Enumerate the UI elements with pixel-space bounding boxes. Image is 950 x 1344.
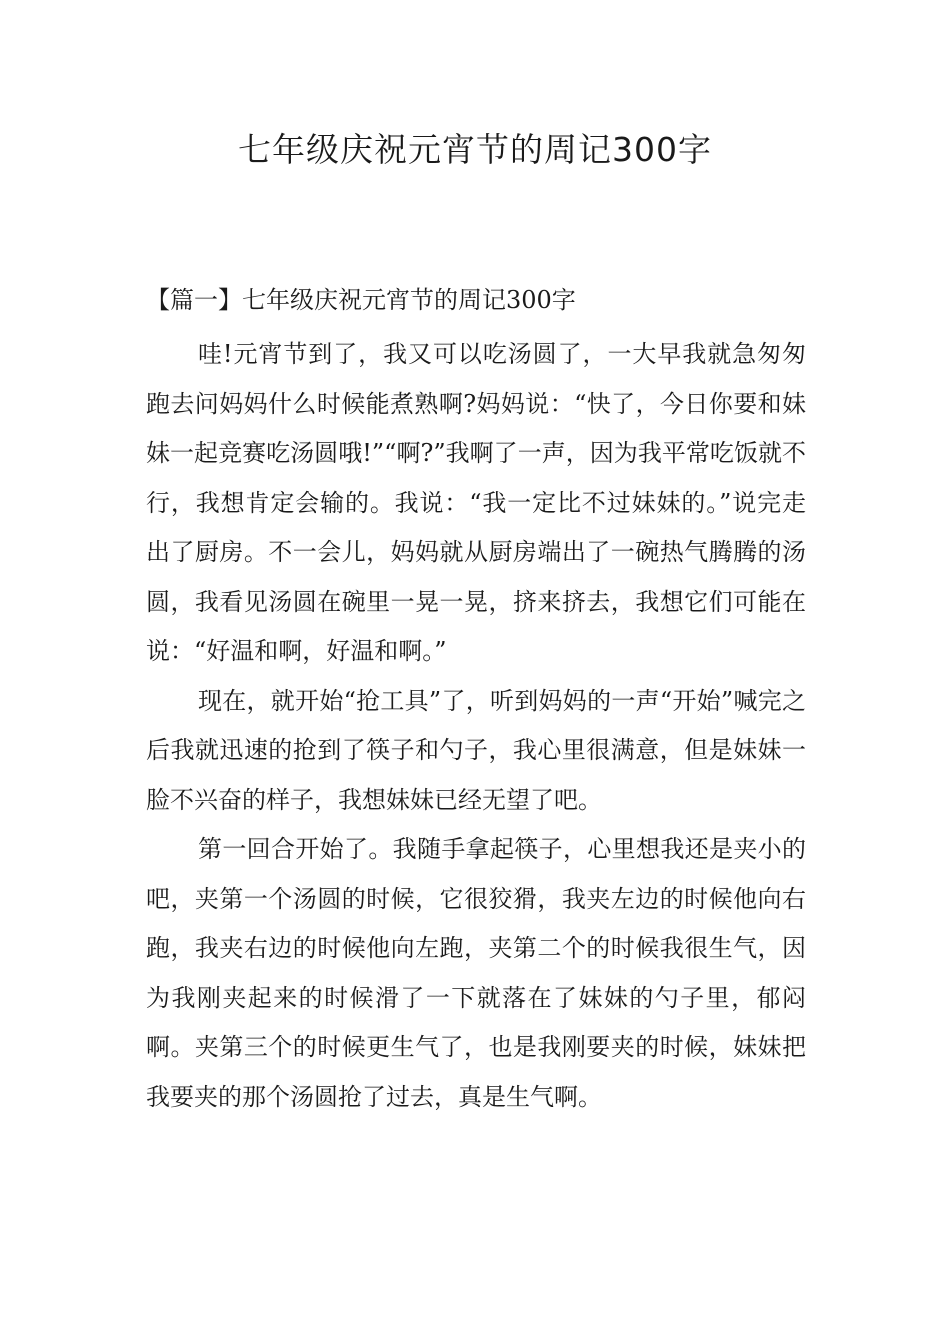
paragraph-2: 现在，就开始“抢工具”了，听到妈妈的一声“开始”喊完之后我就迅速的抢到了筷子和勺子，我心里很满意，但是妹妹一脸不兴奋的样子，我想妹妹已经无望了吧。 [146, 686, 806, 814]
paragraph-1: 哇!元宵节到了，我又可以吃汤圆了，一大早我就急匆匆跑去问妈妈什么时候能煮熟啊?妈妈说：“快了，今日你要和妹妹一起竞赛吃汤圆哦!”“啊?”我啊了一声，因为我平常吃饭就不行，我想肯定会输的。我说：“我一定比不过妹妹的。”说完走出了厨房。不一会儿，妈妈就从厨房端出了一碗热气腾腾的汤圆，我看见汤圆在碗里一晃一晃，挤来挤去，我想它们可能在说：“好温和啊，好温和啊。” [146, 340, 806, 665]
paragraph-3: 第一回合开始了。我随手拿起筷子，心里想我还是夹小的吧，夹第一个汤圆的时候，它很狡猾，我夹左边的时候他向右跑，我夹右边的时候他向左跑，夹第二个的时候我很生气，因为我刚夹起来的时候滑了一下就落在了妹妹的勺子里，郁闷啊。夹第三个的时候更生气了，也是我刚要夹的时候，妹妹把我要夹的那个汤圆抢了过去，真是生气啊。 [146, 835, 806, 1111]
section-heading: 【篇一】七年级庆祝元宵节的周记300字 [146, 286, 576, 314]
document-title: 七年级庆祝元宵节的周记300字 [238, 130, 712, 169]
document-body [146, 330, 806, 1122]
